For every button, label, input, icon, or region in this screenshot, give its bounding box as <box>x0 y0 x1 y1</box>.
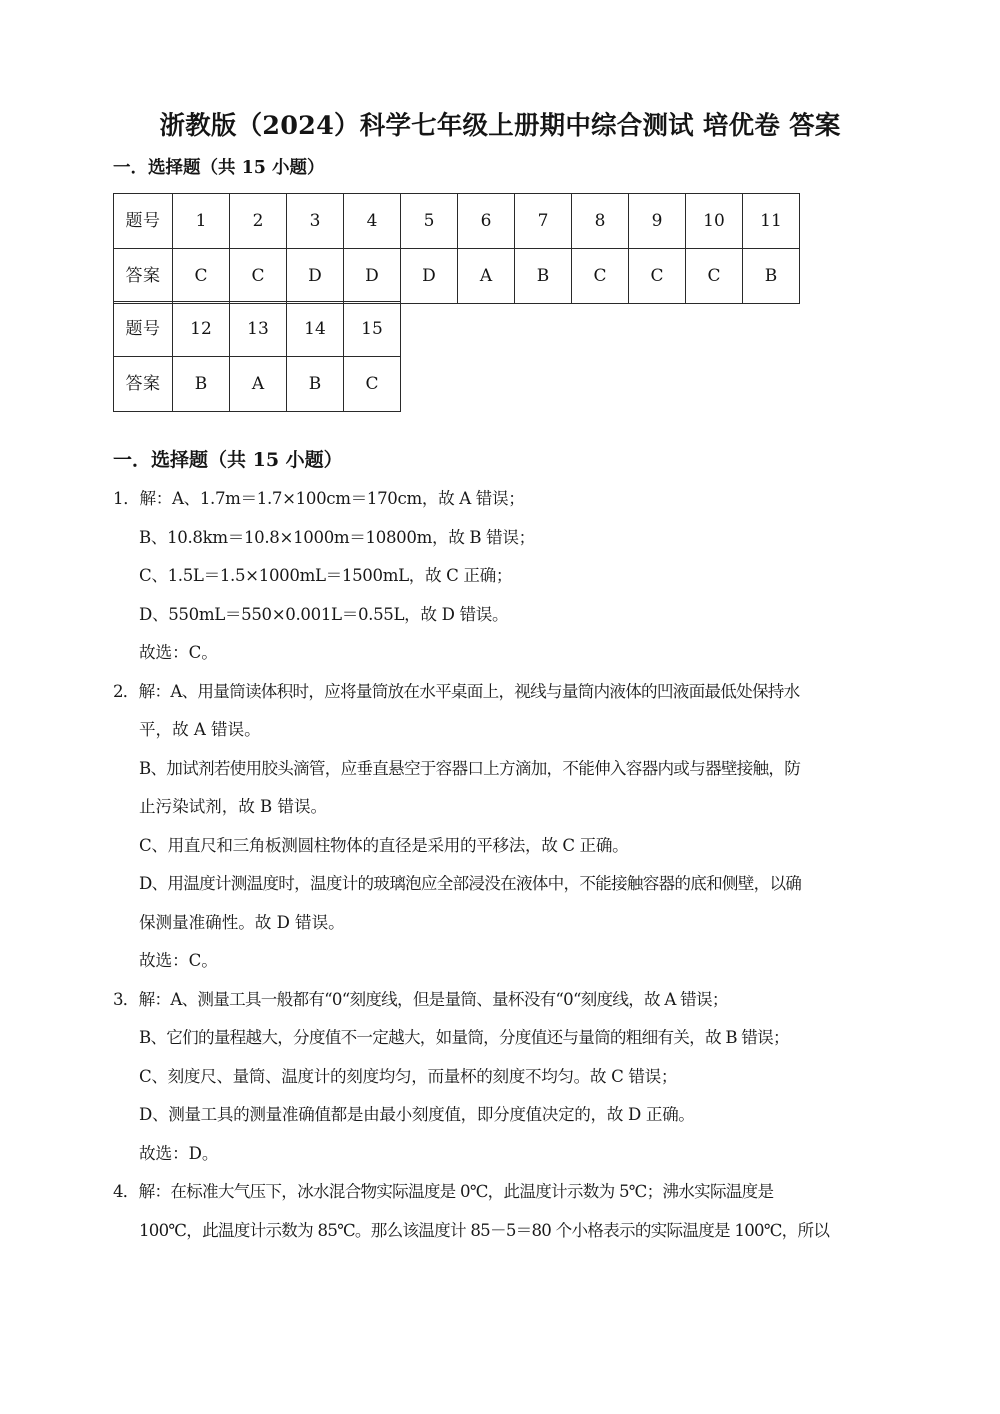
answer-cell: C <box>572 249 629 304</box>
row-label-question: 题号 <box>114 302 173 357</box>
question-number-cell: 1 <box>173 194 230 249</box>
solution-line: C、用直尺和三角板测圆柱物体的直径是采用的平移法，故 C 正确。 <box>139 835 629 855</box>
answer-cell: C <box>230 249 287 304</box>
solution-line: 平，故 A 错误。 <box>139 720 261 739</box>
answer-cell: B <box>515 249 572 304</box>
question-number-cell: 4 <box>344 194 401 249</box>
question-number-cell: 12 <box>173 302 230 357</box>
answer-cell: B <box>743 249 800 304</box>
answer-cell: D <box>401 249 458 304</box>
question-number-cell: 6 <box>458 194 515 249</box>
question-number-cell: 10 <box>686 194 743 249</box>
solution-line: 1．解：A、1.7m＝1.7×100cm＝170cm，故 A 错误； <box>113 489 525 508</box>
answer-cell: B <box>173 357 230 412</box>
answer-cell: C <box>344 357 401 412</box>
answer-table-block-1 <box>113 193 800 304</box>
answer-cell: C <box>173 249 230 304</box>
question-number-cell: 9 <box>629 194 686 249</box>
row-label-question: 题号 <box>114 194 173 249</box>
solution-line: B、加试剂若使用胶头滴管，应垂直悬空于容器口上方滴加，不能伸入容器内或与器壁接触，防 <box>139 758 801 778</box>
question-number-cell: 5 <box>401 194 458 249</box>
solutions-body <box>113 480 903 1250</box>
solution-line: B、它们的量程越大，分度值不一定越大，如量筒，分度值还与量筒的粗细有关，故 B 错误； <box>139 1028 789 1047</box>
solution-line: 故选：C。 <box>139 643 218 662</box>
page-title: 浙教版（2024）科学七年级上册期中综合测试 培优卷 答案 <box>159 111 841 141</box>
question-number-cell: 3 <box>287 194 344 249</box>
solution-line: 2．解：A、用量筒读体积时，应将量筒放在水平桌面上，视线与量筒内液体的凹液面最低处保持水 <box>113 681 800 701</box>
solution-line: 4．解：在标准大气压下，冰水混合物实际温度是 0℃，此温度计示数为 5℃；沸水实际温度是 <box>113 1182 774 1201</box>
question-number-cell: 7 <box>515 194 572 249</box>
answer-cell: A <box>230 357 287 412</box>
solution-line: B、10.8km＝10.8×1000m＝10800m，故 B 错误； <box>139 527 535 547</box>
question-number-cell: 8 <box>572 194 629 249</box>
solution-line: D、用温度计测温度时，温度计的玻璃泡应全部浸没在液体中，不能接触容器的底和侧壁，以确 <box>139 874 802 893</box>
question-number-cell: 13 <box>230 302 287 357</box>
answer-cell: A <box>458 249 515 304</box>
solution-line: C、刻度尺、量筒、温度计的刻度均匀，而量杯的刻度不均匀。故 C 错误； <box>139 1066 678 1086</box>
solution-line: 故选：C。 <box>139 951 218 970</box>
row-label-answer: 答案 <box>114 357 173 412</box>
question-number-cell: 15 <box>344 302 401 357</box>
question-number-cell: 2 <box>230 194 287 249</box>
question-number-cell: 14 <box>287 302 344 357</box>
solution-line: D、550mL＝550×0.001L＝0.55L，故 D 错误。 <box>139 604 509 624</box>
solution-line: D、测量工具的测量准确值都是由最小刻度值，即分度值决定的，故 D 正确。 <box>139 1105 695 1124</box>
table-row-question-numbers <box>114 302 401 357</box>
section-heading-solutions: 一．选择题（共 15 小题） <box>113 449 343 471</box>
solution-line: C、1.5L＝1.5×1000mL＝1500mL，故 C 正确； <box>139 566 513 585</box>
solution-line: 3．解：A、测量工具一般都有“0“刻度线，但是量筒、量杯没有“0“刻度线，故 A 错误； <box>113 989 728 1009</box>
answer-cell: C <box>629 249 686 304</box>
solution-line: 故选：D。 <box>139 1143 219 1163</box>
solution-line: 100℃，此温度计示数为 85℃。那么该温度计 85－5＝80 个小格表示的实际温度是 100℃，所以 <box>139 1220 830 1240</box>
answer-cell: C <box>686 249 743 304</box>
answer-table-block-2 <box>113 301 401 412</box>
solution-line: 保测量准确性。故 D 错误。 <box>139 912 345 932</box>
answer-cell: D <box>287 249 344 304</box>
row-label-answer: 答案 <box>114 249 173 304</box>
solution-line: 止污染试剂，故 B 错误。 <box>139 797 328 816</box>
question-number-cell: 11 <box>743 194 800 249</box>
answer-cell: B <box>287 357 344 412</box>
table-row-answers <box>114 249 800 304</box>
table-row-answers <box>114 357 401 412</box>
section-heading-answer-table: 一．选择题（共 15 小题） <box>113 158 325 178</box>
table-row-question-numbers <box>114 194 800 249</box>
answer-cell: D <box>344 249 401 304</box>
